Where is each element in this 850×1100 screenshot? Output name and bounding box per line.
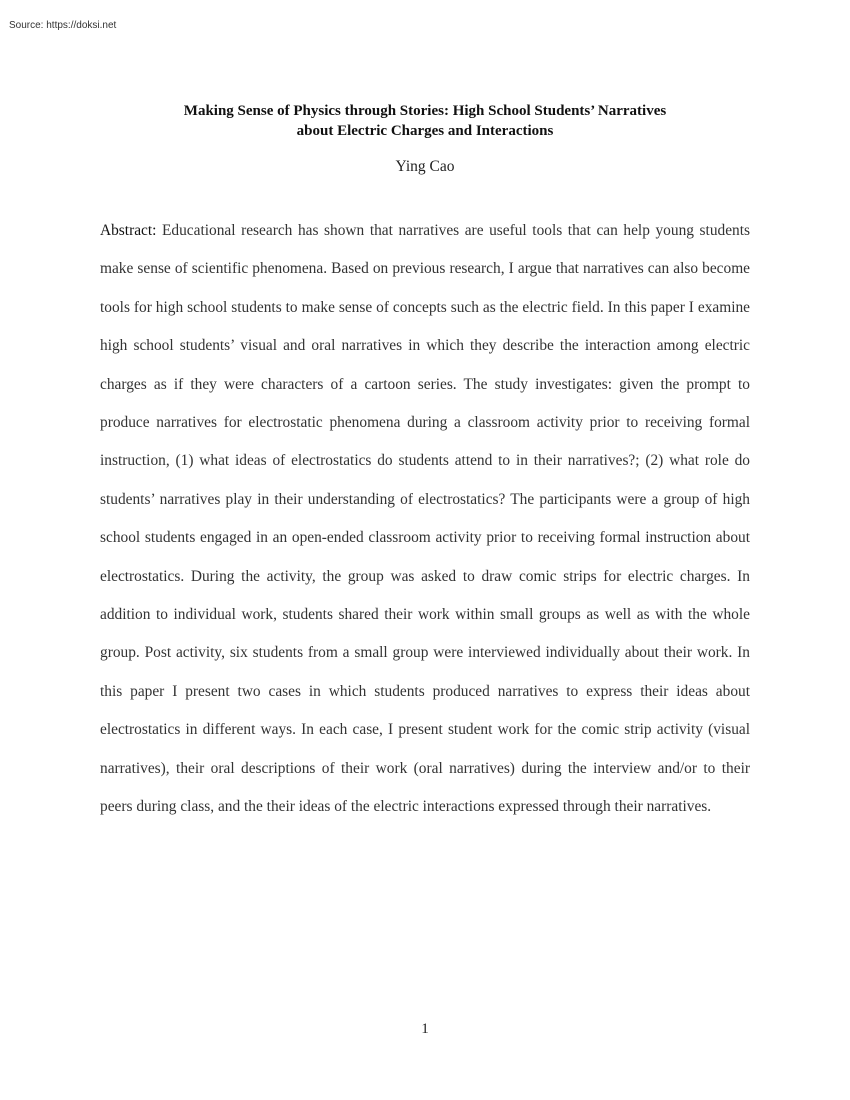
author-name: Ying Cao <box>395 158 455 175</box>
abstract-label: Abstract: <box>100 222 157 239</box>
source-attribution: Source: https://doksi.net <box>9 20 117 31</box>
abstract-text: Educational research has shown that narratives are useful tools that can help young students make sense of scientific phenomena. Based on previous research, I argue that narratives can also become tools for high school students to make sense of concepts such as the electric field. In this paper I examine high school students’ visual and oral narratives in which they describe the interaction among electric charges as if they were characters of a cartoon series. The study investigates: given the prompt to produce narratives for electrostatic phenomena during a classroom activity prior to receiving formal instruction, (1) what ideas of electrostatics do students attend to in their narratives?; (2) what role do students’ narratives play in their understanding of electrostatics? The participants were a group of high school students engaged in an open-ended classroom activity prior to receiving formal instruction about electrostatics. During the activity, the group was asked to draw comic strips for electric charges. In addition to individual work, students shared their work within small groups as well as with the whole group. Post activity, six students from a small group were interviewed individually about their work. In this paper I present two cases in which students produced narratives to express their ideas about electrostatics in different ways. In each case, I present student work for the comic strip activity (visual narratives), their oral descriptions of their work (oral narratives) during the interview and/or to their peers during class, and the their ideas of the electric interactions expressed through their narratives. <box>100 222 750 816</box>
abstract-paragraph <box>100 212 750 827</box>
paper-title-line-2: about Electric Charges and Interactions <box>296 123 554 139</box>
paper-title-line-1: Making Sense of Physics through Stories: High School Students’ Narratives <box>183 103 667 119</box>
page-number: 1 <box>421 1021 429 1037</box>
paper-title <box>100 101 750 141</box>
